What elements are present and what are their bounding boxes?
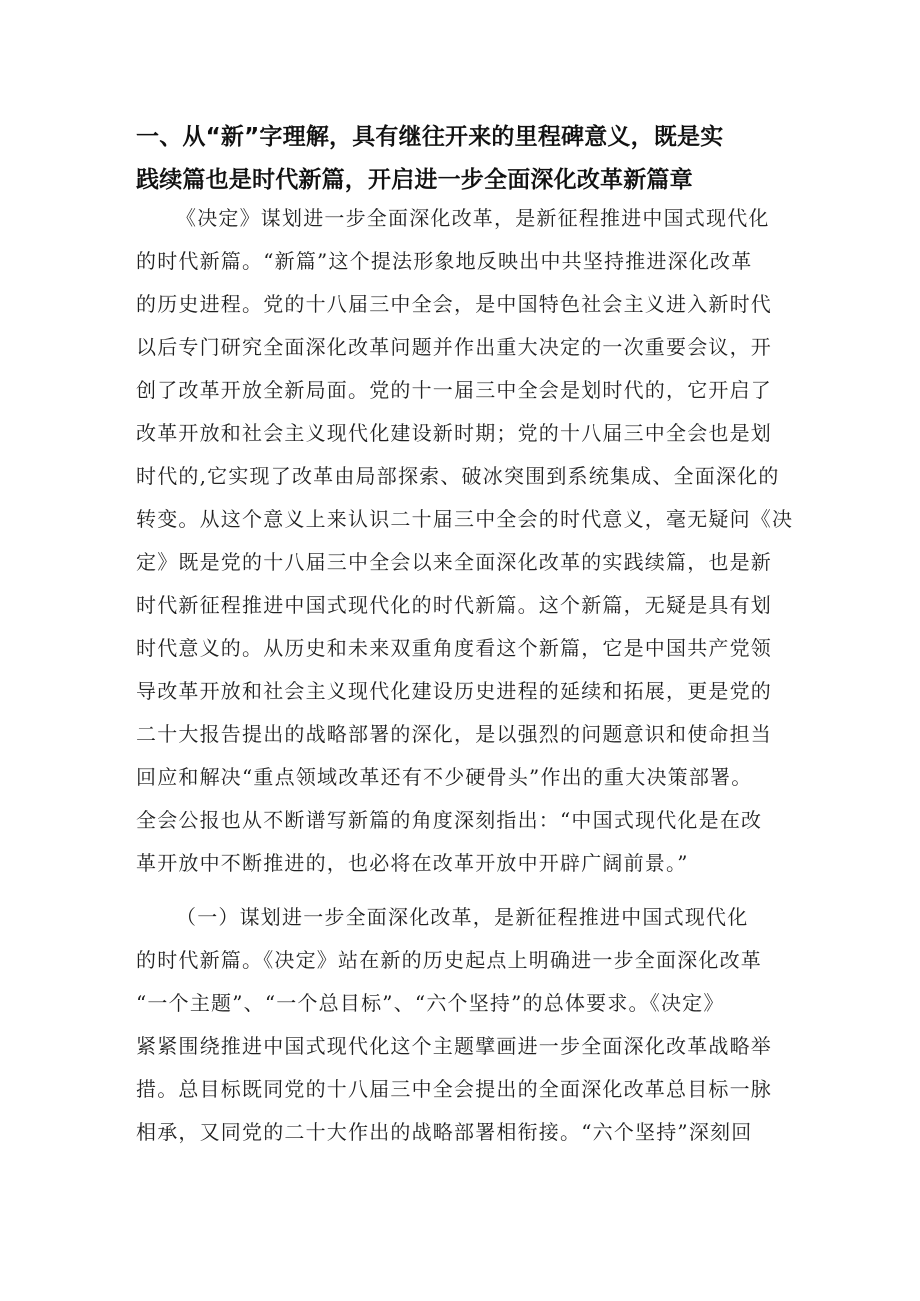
paragraph-line: （一）谋划进一步全面深化改革，是新征程推进中国式现代化 (176, 905, 749, 929)
paragraph-line: 时代的,它实现了改革由局部探索、破冰突围到系统集成、全面深化的 (136, 464, 780, 488)
paragraph-line: 的时代新篇。“新篇”这个提法形象地反映出中共坚持推进深化改革 (136, 249, 753, 273)
paragraph-line: 定》既是党的十八届三中全会以来全面深化改革的实践续篇，也是新 (136, 550, 772, 574)
paragraph-line: 的时代新篇。《决定》站在新的历史起点上明确进一步全面深化改革 (136, 948, 762, 972)
paragraph-line: 的历史进程。党的十八届三中全会，是中国特色社会主义进入新时代 (136, 292, 772, 316)
paragraph-line: 措。总目标既同党的十八届三中全会提出的全面深化改革总目标一脉 (136, 1077, 772, 1101)
paragraph-line: 革开放中不断推进的，也必将在改革开放中开辟广阔前景。” (136, 851, 689, 875)
paragraph-line: 转变。从这个意义上来认识二十届三中全会的时代意义，毫无疑问《决 (136, 507, 794, 531)
section-heading-line-1: 一、从“新”字理解，具有继往开来的里程碑意义，既是实 (136, 124, 724, 150)
paragraph-line: 以后专门研究全面深化改革问题并作出重大决定的一次重要会议，开 (136, 335, 772, 359)
paragraph-line: 《决定》谋划进一步全面深化改革，是新征程推进中国式现代化 (176, 206, 770, 230)
paragraph-line: “一个主题”、“一个总目标”、“六个坚持”的总体要求。《决定》 (136, 991, 725, 1015)
section-heading-line-2: 践续篇也是时代新篇，开启进一步全面深化改革新篇章 (136, 167, 693, 193)
paragraph-line: 回应和解决“重点领域改革还有不少硬骨头”作出的重大决策部署。 (136, 765, 753, 789)
paragraph-line: 相承，又同党的二十大作出的战略部署相衔接。“六个坚持”深刻回 (136, 1120, 753, 1144)
paragraph-line: 时代新征程推进中国式现代化的时代新篇。这个新篇，无疑是具有划 (136, 593, 772, 617)
paragraph-line: 时代意义的。从历史和未来双重角度看这个新篇，它是中国共产党领 (136, 636, 772, 660)
paragraph-line: 二十大报告提出的战略部署的深化，是以强烈的问题意识和使命担当 (136, 722, 772, 746)
paragraph-line: 创了改革开放全新局面。党的十一届三中全会是划时代的，它开启了 (136, 378, 772, 402)
paragraph-line: 全会公报也从不断谱写新篇的角度深刻指出：“中国式现代化是在改 (136, 808, 763, 832)
paragraph-line: 改革开放和社会主义现代化建设新时期；党的十八届三中全会也是划 (136, 421, 772, 445)
paragraph-line: 紧紧围绕推进中国式现代化这个主题擘画进一步全面深化改革战略举 (136, 1034, 772, 1058)
paragraph-line: 导改革开放和社会主义现代化建设历史进程的延续和拓展，更是党的 (136, 679, 772, 703)
